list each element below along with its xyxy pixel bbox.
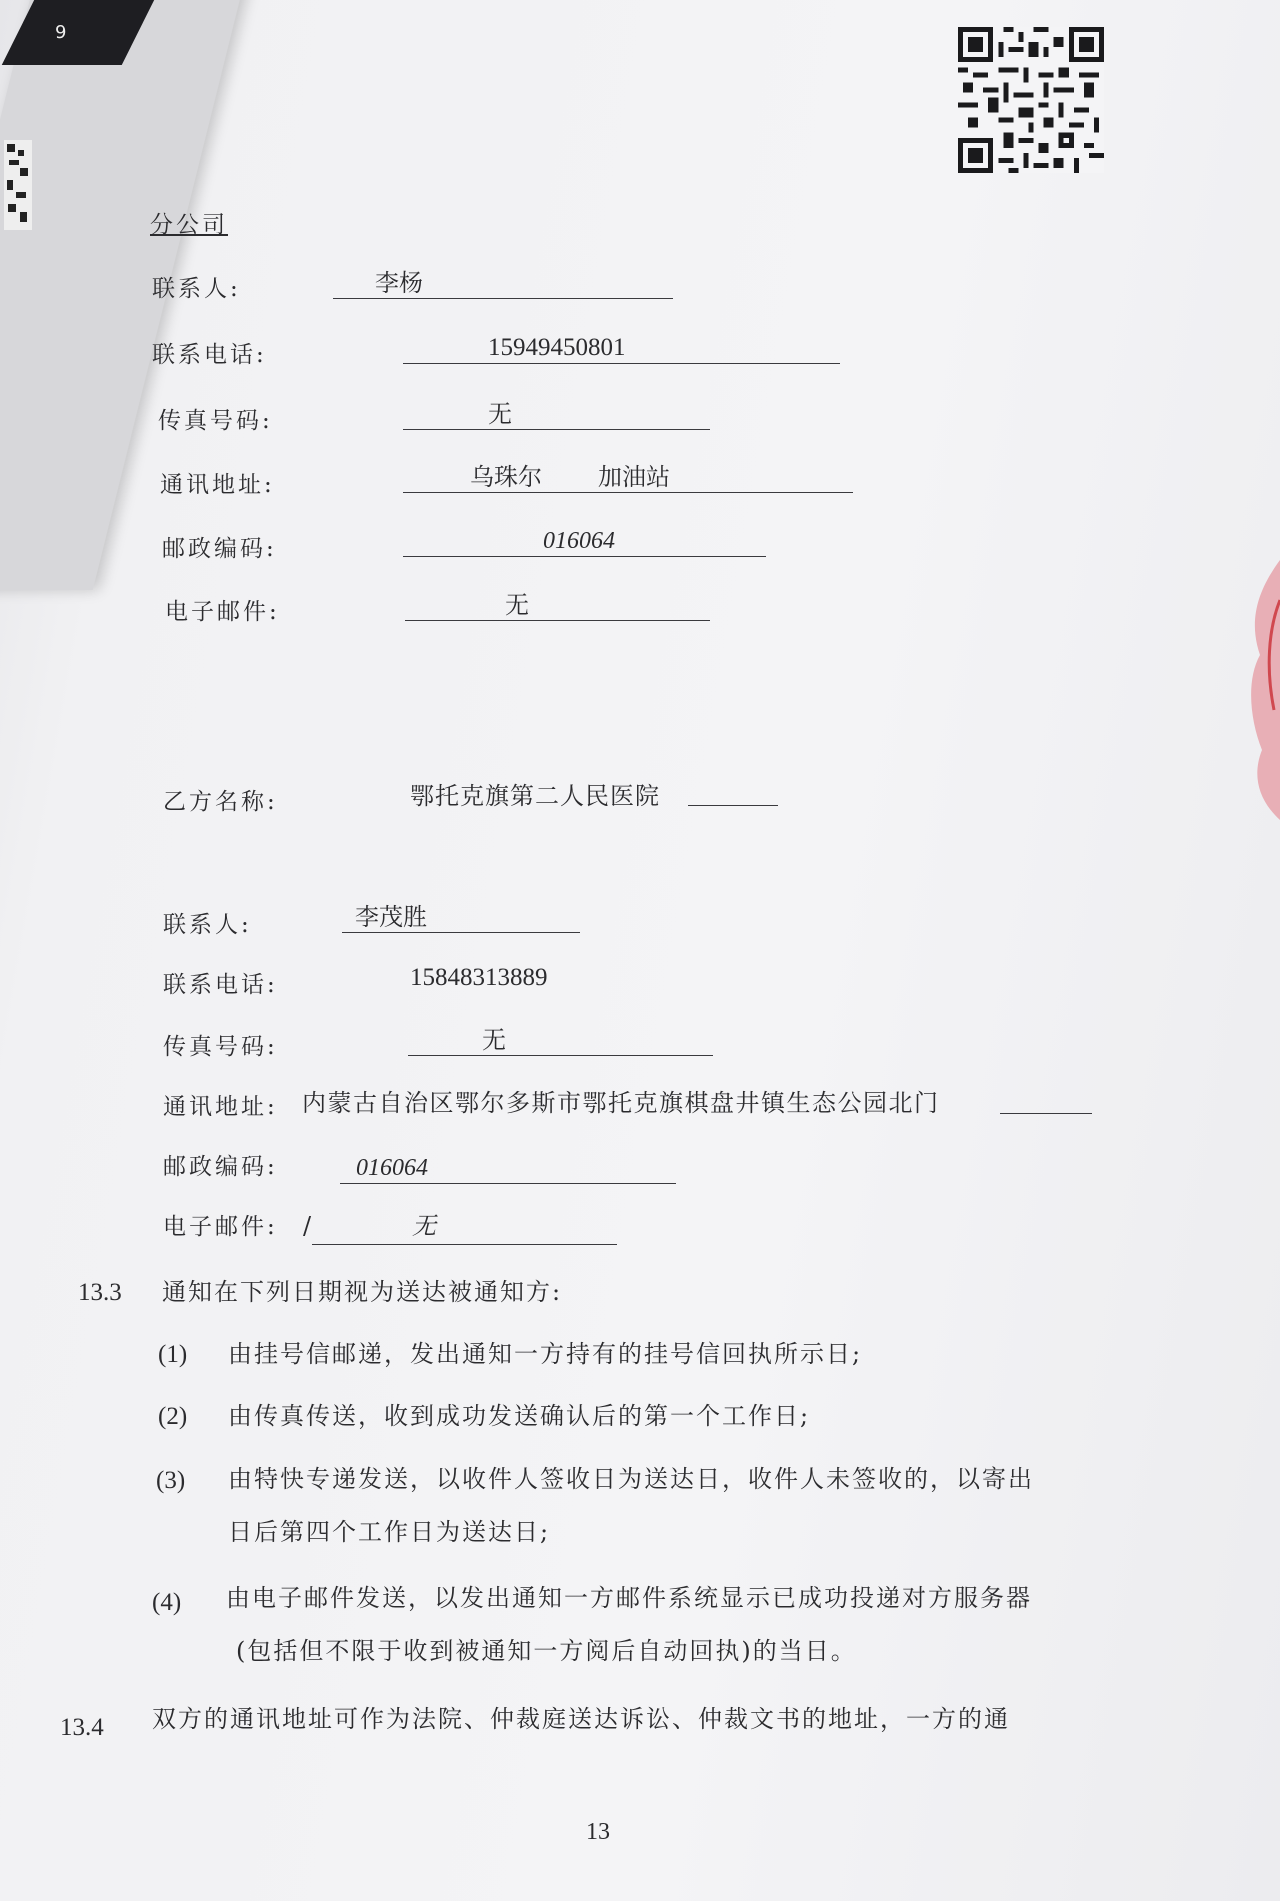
party-b-phone-value: 15848313889 <box>410 964 548 991</box>
party-b-contact-value: 李茂胜 <box>355 903 427 931</box>
party-a-email-value: 无 <box>505 591 529 619</box>
list-item-1-text: 由挂号信邮递，发出通知一方持有的挂号信回执所示日; <box>228 1340 863 1368</box>
red-seal-edge-icon <box>1240 560 1280 820</box>
party-b-contact-label: 联系人: <box>163 912 252 938</box>
party-a-email-label: 电子邮件: <box>165 599 280 625</box>
branch-label: 分公司 <box>150 212 228 238</box>
section-13-4-text: 双方的通讯地址可作为法院、仲裁庭送达诉讼、仲裁文书的地址，一方的通 <box>152 1705 1010 1733</box>
list-item-4-text-line-1: 由电子邮件发送，以发出通知一方邮件系统显示已成功投递对方服务器 <box>226 1584 1032 1612</box>
party-b-name-value: 鄂托克旗第二人民医院 <box>410 782 660 810</box>
party-a-fax-label: 传真号码: <box>158 408 273 434</box>
list-item-3-marker: (3) <box>156 1467 186 1494</box>
party-b-fax-line <box>408 1055 713 1056</box>
party-b-address-label: 通讯地址: <box>163 1094 278 1120</box>
party-b-fax-value: 无 <box>482 1026 506 1054</box>
party-b-email-value: 无 <box>412 1214 436 1240</box>
qr-code-icon <box>958 18 1104 182</box>
list-item-1-marker: (1) <box>158 1341 188 1368</box>
party-a-contact-line <box>333 298 673 299</box>
party-b-postcode-value: 016064 <box>356 1155 428 1181</box>
party-b-postcode-line <box>340 1183 676 1184</box>
party-b-email-label: 电子邮件: <box>163 1214 278 1240</box>
section-13-4-number: 13.4 <box>60 1714 104 1741</box>
list-item-2-marker: (2) <box>158 1403 188 1430</box>
party-a-address-label: 通讯地址: <box>160 472 275 498</box>
page-number: 13 <box>586 1819 610 1845</box>
party-a-address-value-2: 加油站 <box>598 463 670 491</box>
party-a-contact-value: 李杨 <box>375 269 423 297</box>
party-a-email-line <box>405 620 710 621</box>
party-b-address-line <box>1000 1113 1092 1114</box>
party-a-postcode-label: 邮政编码: <box>162 536 277 562</box>
party-b-name-line <box>688 805 778 806</box>
section-13-3-number: 13.3 <box>78 1279 122 1306</box>
list-item-2-text: 由传真传送，收到成功发送确认后的第一个工作日; <box>228 1402 811 1430</box>
party-b-address-value: 内蒙古自治区鄂尔多斯市鄂托克旗棋盘井镇生态公园北门 <box>302 1089 940 1117</box>
previous-page-dark-corner <box>2 0 169 65</box>
party-b-name-label: 乙方名称: <box>163 789 278 815</box>
party-b-fax-label: 传真号码: <box>163 1034 278 1060</box>
party-a-postcode-value: 016064 <box>543 528 615 554</box>
party-a-phone-value: 15949450801 <box>488 334 626 361</box>
list-item-3-text-line-1: 由特快专递发送，以收件人签收日为送达日，收件人未签收的，以寄出 <box>228 1465 1034 1493</box>
party-a-address-value-1: 乌珠尔 <box>470 463 542 491</box>
previous-page-number: 9 <box>55 22 67 43</box>
list-item-4-marker: (4) <box>152 1589 182 1616</box>
list-item-4-text-line-2: (包括但不限于收到被通知一方阅后自动回执)的当日。 <box>236 1637 857 1665</box>
party-b-email-line <box>312 1244 617 1245</box>
party-a-fax-line <box>403 429 710 430</box>
party-b-email-prefix: / <box>303 1212 312 1240</box>
party-a-contact-label: 联系人: <box>152 276 241 302</box>
party-a-phone-label: 联系电话: <box>152 342 267 368</box>
party-b-contact-line <box>342 932 580 933</box>
party-a-phone-line <box>403 363 840 364</box>
section-13-3-text: 通知在下列日期视为送达被通知方: <box>162 1278 563 1306</box>
list-item-3-text-line-2: 日后第四个工作日为送达日; <box>228 1518 551 1546</box>
party-a-address-line <box>403 492 853 493</box>
party-b-phone-label: 联系电话: <box>163 972 278 998</box>
party-a-postcode-line <box>403 556 766 557</box>
party-b-postcode-label: 邮政编码: <box>163 1154 278 1180</box>
previous-page-qr-code-icon <box>4 140 32 230</box>
party-a-fax-value: 无 <box>488 400 512 428</box>
